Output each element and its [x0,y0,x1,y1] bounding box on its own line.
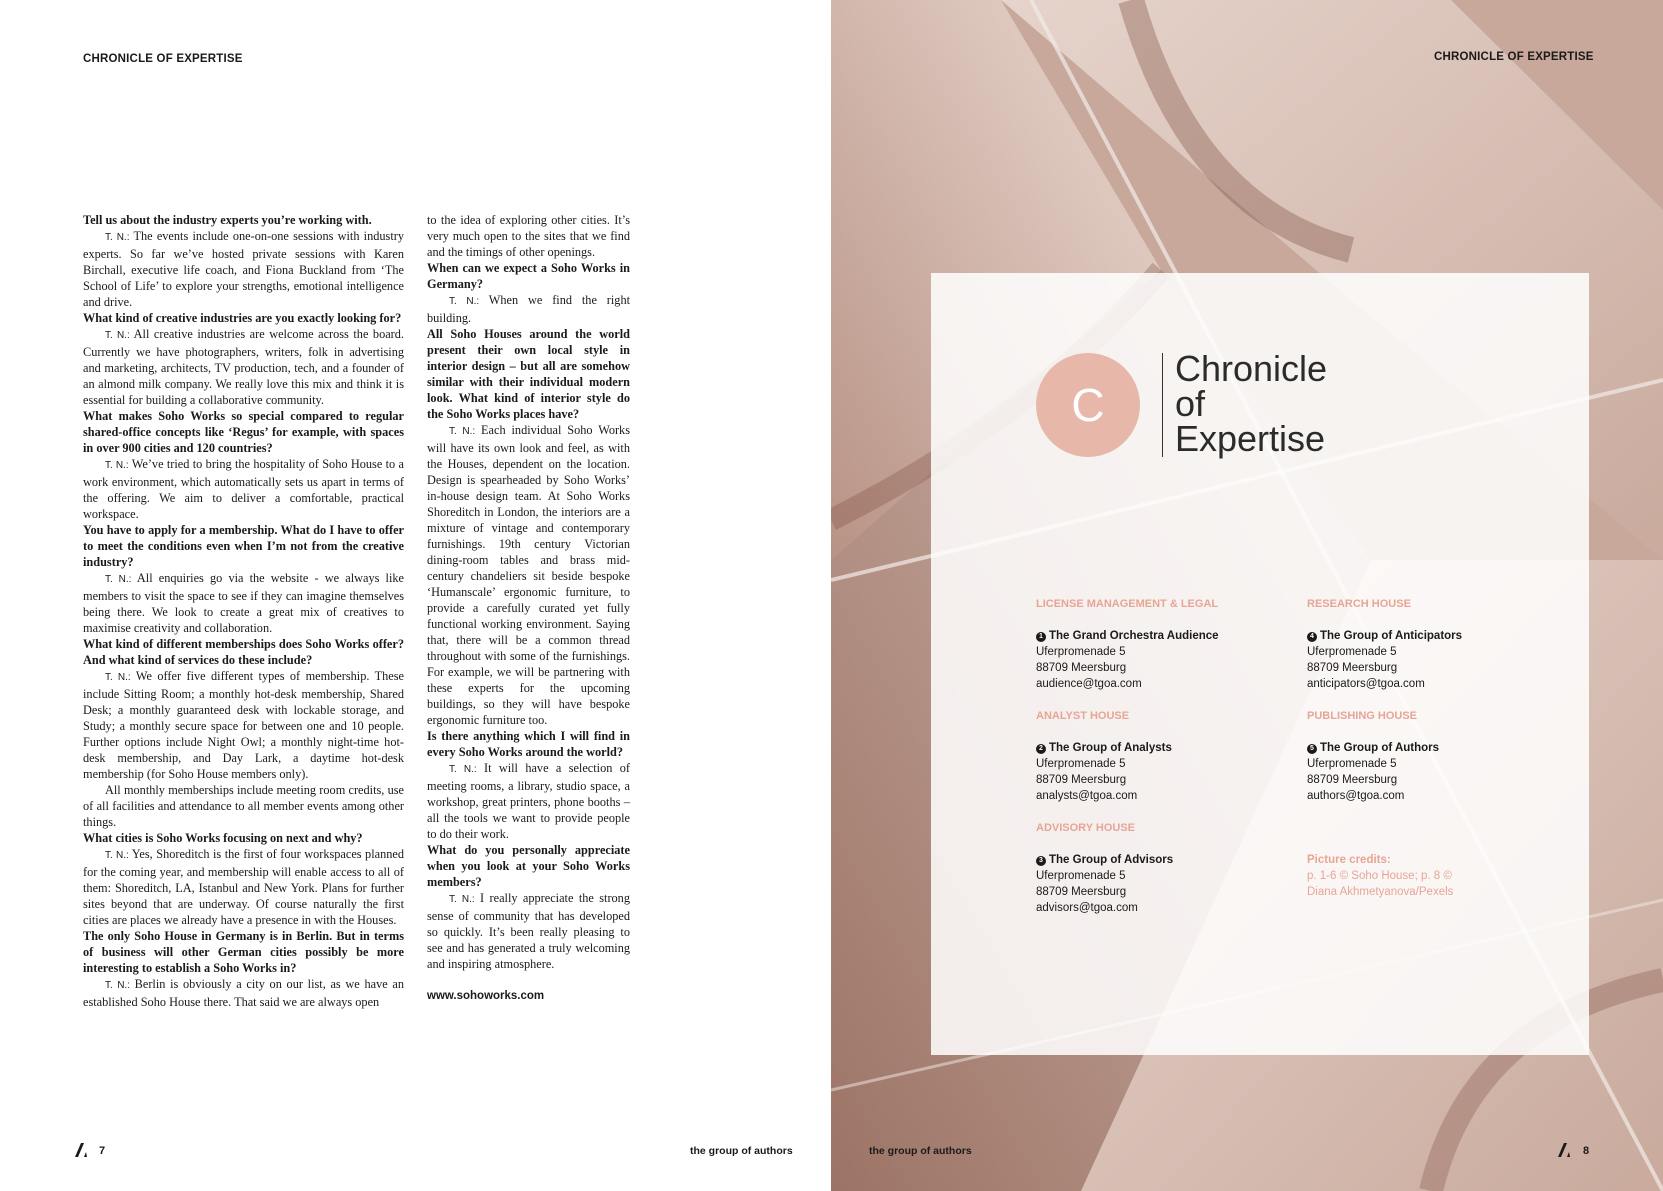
interview-question: What kind of creative industries are you exactly looking for? [83,311,402,325]
research-section [1307,596,1462,692]
answer-text: We offer five different types of membership. These include Sitting Room; a monthly hot-desk membership, Shared Desk; a monthly guaranteed desk with lockable storage, and Study; a monthly secure space for between one and 10 people. Further options include Night Owl; a monthly night-time hot-desk membership, and Day Lark, a daytime hot-desk membership (for Soho House members only). [83,669,404,781]
credits-line-1: p. 1-6 © Soho House; p. 8 © [1307,870,1452,882]
interview-question: All Soho Houses around the world present their own local style in interior design – but all are somehow similar with their individual modern look. What kind of interior style do the Soho Works places have? [427,327,630,421]
interview-answer [83,846,404,928]
advisory-street: Uferpromenade 5 [1036,870,1126,882]
advisory-heading: ADVISORY HOUSE [1036,822,1136,834]
answer-text: Each individual Soho Works will have its own look and feel, as with the Houses, dependent on the location. Design is spearheaded by Soho Works’ in-house design team. At Soho Works Shoreditch in London, the interiors are a mixture of vintage and contemporary furnishings. 19th century Victorian dining-room tables and brass mid-century chandeliers sit beside bespoke ‘Humanscale’ ergonomic furniture, to provide a carefully curated yet fully functional working environment. Saying that, there will be a common thread throughout with some of the furnishings. For example, we will be partnering with these experts for the upcoming buildings, so they will have bespoke ergonomic furniture too. [427,423,630,727]
interview-answer [427,422,630,728]
number-two-icon: 2 [1036,744,1046,754]
license-city: 88709 Meersburg [1036,662,1127,674]
advisory-section [1036,820,1173,916]
speaker-initials: T. N.: [449,764,477,775]
speaker-initials: T. N.: [105,672,131,683]
answer-text: Yes, Shoreditch is the first of four workspaces planned for the coming year, and membership will enable access to all of them: Shoreditch, LA, Istanbul and New York. Plans for further sites beyond that are underway. Of course naturally the first cities are places we already have a presence in with the Houses. [83,847,404,927]
speaker-initials: T. N.: [105,980,130,991]
analyst-name: The Group of Analysts [1049,742,1172,754]
brand-title [1175,348,1328,459]
answer-text: When we find the right building. [427,293,631,325]
publishing-name: The Group of Authors [1320,742,1440,754]
speaker-initials: T. N.: [105,850,129,861]
speaker-initials: T. N.: [449,894,475,905]
publisher-logo-icon [75,1143,89,1157]
publishing-city: 88709 Meersburg [1307,774,1398,786]
speaker-initials: T. N.: [449,426,476,437]
brand-line-2: of [1175,383,1206,424]
number-three-icon: 3 [1036,856,1046,866]
interview-question: What kind of different memberships does Soho Works offer? And what kind of services do these include? [83,637,404,667]
left-page [0,0,831,1191]
running-head-right: CHRONICLE OF EXPERTISE [1434,51,1594,63]
license-heading: LICENSE MANAGEMENT & LEGAL [1036,598,1219,610]
answer-text: Berlin is obviously a city on our list, as we have an established Soho House there. That said we are always open [83,977,404,1009]
publishing-street: Uferpromenade 5 [1307,758,1397,770]
credits-line-2: Diana Akhmetyanova/Pexels [1307,886,1454,898]
answer-text: All monthly memberships include meeting room credits, use of all facilities and attendance to all member events among other things. [83,783,404,829]
number-five-icon: 5 [1307,744,1317,754]
interview-answer [83,976,404,1010]
publishing-email[interactable]: authors@tgoa.com [1307,790,1405,802]
brand-divider [1162,353,1163,457]
interview-answer [83,456,404,522]
speaker-initials: T. N.: [449,296,480,307]
interview-answer-continued [427,212,630,260]
interview-question: Tell us about the industry experts you’re working with. [83,213,372,227]
interview-answer [83,228,404,310]
interview-answer [427,292,630,326]
interview-answer [83,570,404,636]
analyst-city: 88709 Meersburg [1036,774,1127,786]
publishing-heading: PUBLISHING HOUSE [1307,710,1418,722]
advisory-name: The Group of Advisors [1049,854,1174,866]
publisher-logo-icon [1558,1143,1572,1157]
answer-text: It will have a selection of meeting rooms, a library, studio space, a workshop, great printers, phone booths – all the tools we want to provide people to do their work. [427,761,630,841]
analyst-section [1036,708,1172,804]
speaker-initials: T. N.: [105,574,132,585]
footer-right: the group of authors [869,1145,972,1157]
brand-line-3: Expertise [1175,418,1326,459]
interview-answer [83,326,404,408]
analyst-street: Uferpromenade 5 [1036,758,1126,770]
answer-text: to the idea of exploring other cities. It’s very much open to the sites that we find and the timings of other openings. [427,213,630,259]
page-number-right: 8 [1583,1145,1590,1157]
number-one-icon: 1 [1036,632,1046,642]
speaker-initials: T. N.: [105,232,130,243]
license-section [1036,596,1219,692]
interview-answer [83,782,404,830]
speaker-initials: T. N.: [105,330,130,341]
research-city: 88709 Meersburg [1307,662,1398,674]
interview-question: You have to apply for a membership. What do I have to offer to meet the conditions even when I’m not from the creative industry? [83,523,404,569]
page-number-left: 7 [99,1145,106,1157]
answer-text: The events include one-on-one sessions with industry experts. So far we’ve hosted private sessions with Karen Birchall, executive life coach, and Fiona Buckland from ‘The School of Life’ to explore your strengths, emotional intelligence and drive. [83,229,404,309]
website-link[interactable]: www.sohoworks.com [427,990,545,1002]
number-four-icon: 4 [1307,632,1317,642]
speaker-initials: T. N.: [105,460,129,471]
interview-answer [83,668,404,782]
answer-text: We’ve tried to bring the hospitality of Soho House to a work environment, which automatically sets us apart in terms of the offering. We aim to deliver a comfortable, practical workspace. [83,457,404,521]
license-name: The Grand Orchestra Audience [1049,630,1219,642]
license-street: Uferpromenade 5 [1036,646,1126,658]
analyst-heading: ANALYST HOUSE [1036,710,1130,722]
interview-question: What makes Soho Works so special compared to regular shared-office concepts like ‘Regus’ for example, with spaces in over 900 cities and 120 countries? [83,409,404,455]
advisory-email[interactable]: advisors@tgoa.com [1036,902,1138,914]
running-head-left: CHRONICLE OF EXPERTISE [83,53,243,65]
interview-question: Is there anything which I will find in every Soho Works around the world? [427,729,630,759]
research-name: The Group of Anticipators [1320,630,1463,642]
brand-line-1: Chronicle [1175,348,1328,389]
interview-question: What do you personally appreciate when you look at your Soho Works members? [427,843,630,889]
license-email[interactable]: audience@tgoa.com [1036,678,1142,690]
publishing-section [1307,708,1439,804]
answer-text: I really appreciate the strong sense of community that has developed so quickly. It’s been really pleasing to see and has generated a truly welcoming and inspiring atmosphere. [427,891,630,971]
analyst-email[interactable]: analysts@tgoa.com [1036,790,1138,802]
interview-answer [427,890,630,972]
picture-credits [1307,852,1453,900]
advisory-city: 88709 Meersburg [1036,886,1127,898]
interview-question: What cities is Soho Works focusing on next and why? [83,831,363,845]
research-street: Uferpromenade 5 [1307,646,1397,658]
interview-answer [427,760,630,842]
credits-title: Picture credits: [1307,854,1391,866]
info-panel [931,273,1589,1055]
footer-left: the group of authors [690,1145,793,1157]
interview-question: When can we expect a Soho Works in Germany? [427,261,630,291]
research-heading: RESEARCH HOUSE [1307,598,1411,610]
research-email[interactable]: anticipators@tgoa.com [1307,678,1425,690]
interview-question: The only Soho House in Germany is in Berlin. But in terms of business will other German cities possibly be more interesting to establish a Soho Works in? [83,929,404,975]
answer-text: All enquiries go via the website - we always like members to visit the space to see if they can imagine themselves being there. We look to create a great mix of creatives to maximise creativity and collaboration. [83,571,404,635]
brand-logo-circle: C [1036,353,1140,457]
interview-column-1 [83,212,404,1010]
answer-text: All creative industries are welcome across the board. Currently we have photographers, writers, folk in advertising and marketing, architects, TV production, tech, and a founder of an almond milk company. We really love this mix and think it is essential for building a collaborative community. [83,327,404,407]
interview-column-2 [427,212,630,1004]
